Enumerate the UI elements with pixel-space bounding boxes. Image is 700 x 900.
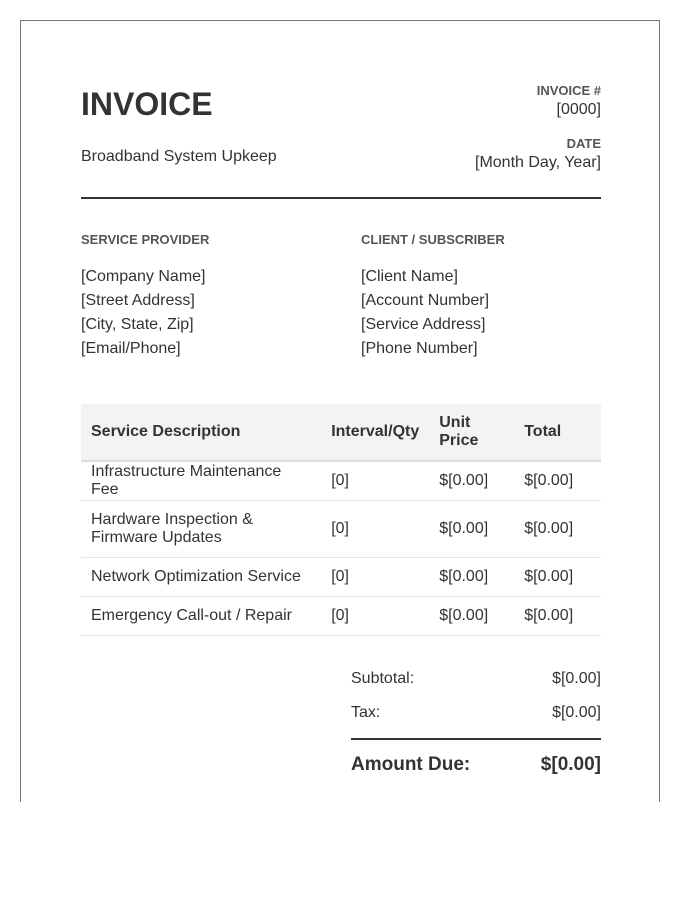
client-service-address: [Service Address]	[361, 316, 486, 333]
row-description: Hardware Inspection & Firmware Updates	[81, 501, 321, 558]
client-name: [Client Name]	[361, 268, 458, 285]
invoice-title: INVOICE	[81, 86, 213, 122]
tax-row	[351, 704, 601, 738]
invoice-page	[20, 20, 660, 802]
invoice-content	[81, 21, 601, 776]
row-unit-price: $[0.00]	[429, 558, 514, 597]
subtotal-label: Subtotal:	[351, 670, 415, 687]
invoice-date-value: [Month Day, Year]	[475, 154, 601, 171]
header-unit-price: Unit Price	[429, 404, 514, 461]
header-interval-qty: Interval/Qty	[321, 404, 429, 461]
service-items-table	[81, 404, 601, 636]
provider-email-phone: [Email/Phone]	[81, 340, 181, 357]
row-qty: [0]	[321, 501, 429, 558]
tax-label: Tax:	[351, 704, 381, 721]
table-row	[81, 597, 601, 636]
service-provider-heading: SERVICE PROVIDER	[81, 232, 210, 247]
header-service-description: Service Description	[81, 404, 321, 461]
parties-section	[81, 199, 601, 404]
amount-due-value: $[0.00]	[540, 754, 601, 775]
invoice-date-label: DATE	[566, 136, 601, 151]
invoice-header	[81, 21, 601, 199]
provider-city-state-zip: [City, State, Zip]	[81, 316, 194, 333]
totals-section	[351, 670, 601, 776]
row-unit-price: $[0.00]	[429, 597, 514, 636]
service-provider-block	[81, 232, 209, 361]
table-row	[81, 501, 601, 558]
table-row	[81, 558, 601, 597]
invoice-number-label: INVOICE #	[536, 83, 601, 98]
invoice-number-value: [0000]	[556, 101, 601, 118]
header-total: Total	[514, 404, 601, 461]
row-qty: [0]	[321, 558, 429, 597]
subtotal-row	[351, 670, 601, 704]
row-total: $[0.00]	[514, 461, 601, 501]
client-phone-number: [Phone Number]	[361, 340, 478, 357]
row-total: $[0.00]	[514, 558, 601, 597]
invoice-number-block	[537, 83, 601, 119]
subtotal-value: $[0.00]	[552, 670, 601, 687]
client-heading: CLIENT / SUBSCRIBER	[361, 232, 505, 247]
table-header-row	[81, 404, 601, 461]
row-qty: [0]	[321, 597, 429, 636]
row-total: $[0.00]	[514, 501, 601, 558]
invoice-date-block	[475, 136, 601, 172]
row-description: Network Optimization Service	[81, 558, 321, 597]
invoice-subtitle: Broadband System Upkeep	[81, 148, 277, 165]
tax-value: $[0.00]	[552, 704, 601, 721]
row-description: Emergency Call-out / Repair	[81, 597, 321, 636]
row-unit-price: $[0.00]	[429, 501, 514, 558]
totals-divider	[351, 738, 601, 740]
client-block	[361, 232, 505, 361]
row-qty: [0]	[321, 461, 429, 501]
client-account-number: [Account Number]	[361, 292, 490, 309]
provider-company-name: [Company Name]	[81, 268, 206, 285]
amount-due-row	[351, 754, 601, 776]
row-total: $[0.00]	[514, 597, 601, 636]
row-description: Infrastructure Maintenance Fee	[81, 461, 321, 501]
amount-due-label: Amount Due:	[351, 754, 471, 775]
provider-street-address: [Street Address]	[81, 292, 195, 309]
row-unit-price: $[0.00]	[429, 461, 514, 501]
table-row	[81, 461, 601, 501]
